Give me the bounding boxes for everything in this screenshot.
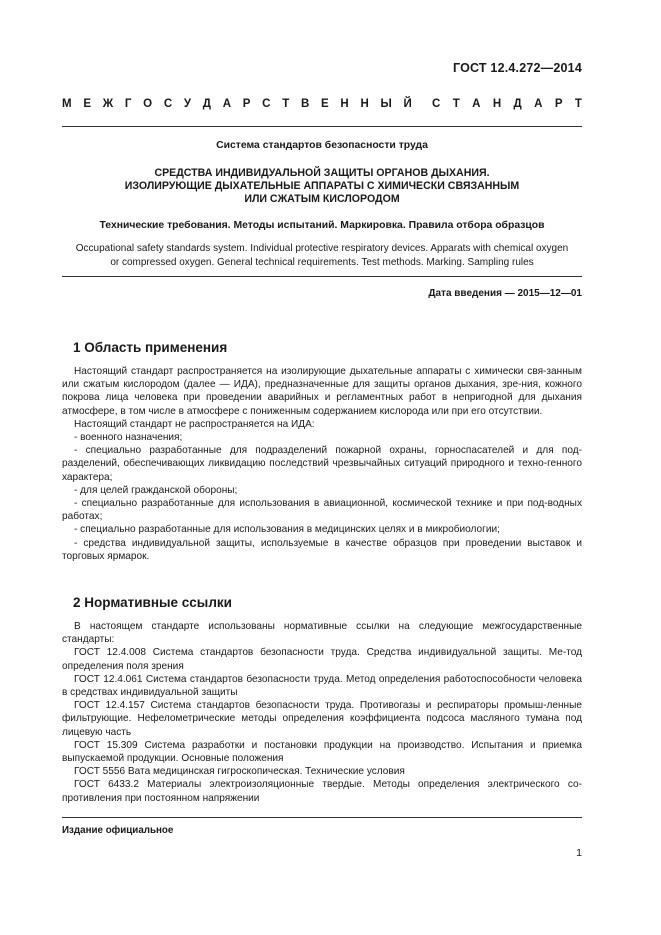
banner-letter: М [62, 98, 72, 110]
paragraph: Настоящий стандарт распространяется на изолирующие дыхательные аппараты с химически свя-занным или сжатым кислородом (далее — ИДА), предназначенные для защиты органов дыхания, зре-ния, кожного покрова лица человека при проведении аварийных и регламентных работ в непригодной для дыхания атмосфере, в том числе в атмосфере с пониженным содержанием кислорода или при его отсутствии. [62, 366, 582, 417]
list-item: - специально разработанные для подразделений пожарной охраны, горноспасателей и для под-разделений, обеспечивающих ликвидацию последствий чрезвычайных ситуаций природного и техно-генного характера; [62, 445, 582, 483]
paragraph: В настоящем стандарте использованы нормативные ссылки на следующие межгосударственные стандарты: [62, 621, 582, 646]
banner-letter: С [262, 98, 271, 110]
banner-letter: Н [340, 98, 349, 110]
middle-divider [62, 276, 582, 277]
paragraph: Настоящий стандарт не распространяется на ИДА: [74, 418, 315, 430]
banner-letter: С [432, 98, 441, 110]
page-number: 1 [576, 847, 582, 859]
reference-item: ГОСТ 5556 Вата медицинская гигроскопическая. Технические условия [74, 766, 405, 778]
section-1-heading: 1 Область применения [73, 340, 228, 355]
english-title-line: or compressed oxygen. General technical requirements. Test methods. Marking. Sampling rules [110, 256, 534, 268]
banner-word-standard [432, 98, 582, 110]
document-title [62, 167, 582, 206]
banner-letter: Г [124, 98, 132, 110]
effective-date: Дата введения — 2015—12—01 [428, 288, 582, 299]
banner-letter: В [300, 98, 310, 110]
banner-letter: Д [513, 98, 522, 110]
banner-letter: С [163, 98, 173, 110]
banner-letter: Ы [380, 98, 392, 110]
banner-letter: У [183, 98, 192, 110]
english-title-line: Occupational safety standards system. Individual protective respiratory devices. Apparats with chemical oxygen [75, 243, 569, 254]
banner-letter: А [472, 98, 481, 110]
section-2-heading: 2 Нормативные ссылки [73, 595, 232, 610]
document-subtitle: Технические требования. Методы испытаний. Маркировка. Правила отбора образцов [99, 220, 545, 231]
bottom-divider [62, 817, 582, 818]
section-2-body [62, 620, 582, 805]
banner-letter: Н [360, 98, 369, 110]
banner-letter: Т [282, 98, 290, 110]
reference-item: ГОСТ 15.309 Система разработки и постановки продукции на производство. Испытания и приемка выпускаемой продукции. Основные положения [62, 739, 582, 765]
section-1-body [62, 365, 582, 563]
banner-letter: Р [242, 98, 251, 110]
top-divider [62, 126, 582, 127]
reference-item: ГОСТ 12.4.008 Система стандартов безопасности труда. Средства индивидуальной защиты. Ме-тод определения поля зрения [62, 647, 582, 672]
reference-item: ГОСТ 6433.2 Материалы электроизоляционные твердые. Методы определения электрического со-противления при постоянном напряжении [62, 779, 582, 804]
document-code: ГОСТ 12.4.272—2014 [452, 61, 582, 75]
banner-letter: Р [554, 98, 563, 110]
english-title [62, 242, 582, 269]
banner-letter: Т [452, 98, 460, 110]
banner-letter: Д [202, 98, 211, 110]
title-line: ИЛИ СЖАТЫМ КИСЛОРОДОМ [244, 193, 400, 205]
reference-item: ГОСТ 12.4.061 Система стандартов безопасности труда. Метод определения работоспособности человека в средствах индивидуальной защиты [62, 673, 582, 699]
list-item: - специально разработанные для использования в медицинских целях и в микробиологии; [74, 524, 500, 536]
reference-item: ГОСТ 12.4.157 Система стандартов безопасности труда. Противогазы и респираторы промыш-ленные фильтрующие. Нефелометрические методы определения коэффициента подсоса масляного тумана под лицевую часть [62, 700, 582, 738]
list-item: - средства индивидуальной защиты, используемые в качестве образцов при проведении выставок и торговых ярмарок. [62, 537, 582, 562]
interstate-standard-banner [62, 98, 582, 110]
banner-letter: О [143, 98, 153, 110]
banner-word-interstate [62, 98, 412, 110]
banner-letter: А [222, 98, 232, 110]
banner-letter: Е [321, 98, 329, 110]
official-edition-label: Издание официальное [62, 825, 174, 836]
banner-letter: А [534, 98, 543, 110]
title-line: СРЕДСТВА ИНДИВИДУАЛЬНОЙ ЗАЩИТЫ ОРГАНОВ ДЫХАНИЯ. [154, 167, 490, 179]
list-item: - для целей гражданской обороны; [74, 484, 238, 496]
banner-letter: Н [492, 98, 502, 110]
banner-letter: Ж [102, 98, 114, 110]
banner-letter: Е [83, 98, 91, 110]
standards-system-title: Система стандартов безопасности труда [216, 140, 428, 151]
list-item: - военного назначения; [74, 432, 183, 444]
title-line: ИЗОЛИРУЮЩИЕ ДЫХАТЕЛЬНЫЕ АППАРАТЫ С ХИМИЧЕСКИ СВЯЗАННЫМ [124, 180, 520, 192]
list-item: - специально разработанные для использования в авиационной, космической технике и при под-водных работах; [62, 498, 582, 523]
banner-letter: Й [403, 98, 412, 110]
banner-letter: Т [574, 98, 582, 110]
